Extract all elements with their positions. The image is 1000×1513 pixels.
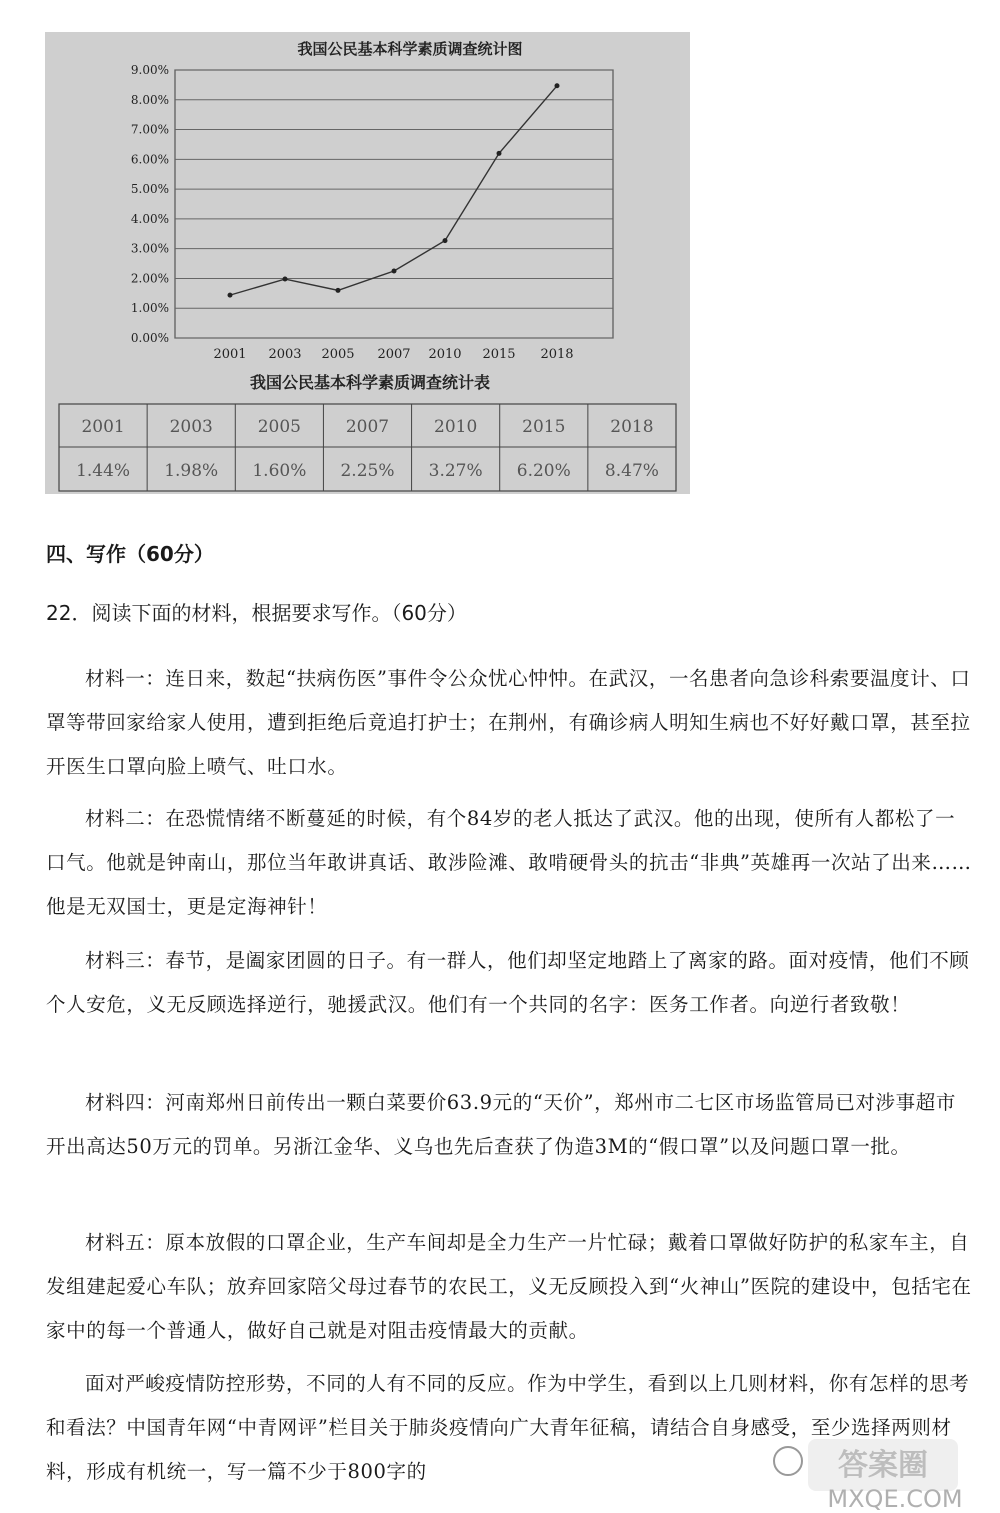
material-4: 材料四：河南郑州日前传出一颗白菜要价63.9元的“天价”，郑州市二七区市场监管局已对涉事超市开出高达50万元的罚单。另浙江金华、义乌也先后查获了伪造3M的“假口罩”以及问题口罩一批。 [46, 1091, 956, 1158]
table-year-cell: 2018 [610, 417, 654, 437]
table-percent-cell: 1.44% [76, 461, 131, 481]
data-point [336, 288, 341, 293]
table-percent-cell: 1.60% [252, 461, 307, 481]
chart-title: 我国公民基本科学素质调查统计图 [297, 40, 523, 58]
line-chart [45, 32, 690, 494]
statistics-figure [45, 32, 690, 494]
table-year-cell: 2003 [169, 417, 213, 437]
watermark-logo [690, 1425, 970, 1513]
table-year-cell: 2005 [257, 417, 301, 437]
table-year-cell: 2015 [522, 417, 566, 437]
x-tick-label: 2007 [377, 347, 411, 362]
y-tick-label: 2.00% [130, 271, 169, 286]
table-percent-cell: 1.98% [164, 461, 219, 481]
data-point [443, 238, 448, 243]
plot-frame [175, 70, 613, 338]
y-tick-label: 6.00% [130, 152, 169, 167]
material-3: 材料三：春节，是阖家团圆的日子。有一群人，他们却坚定地踏上了离家的路。面对疫情，他们不顾个人安危，义无反顾选择逆行，驰援武汉。他们有一个共同的名字：医务工作者。向逆行者致敬！ [46, 949, 970, 1016]
data-point [497, 151, 502, 156]
material-5: 材料五：原本放假的口罩企业，生产车间却是全力生产一片忙碌；戴着口罩做好防护的私家车主，自发组建起爱心车队；放弃回家陪父母过春节的农民工，义无反顾投入到“火神山”医院的建设中，包括宅在家中的每一个普通人，做好自己就是对阻击疫情最大的贡献。 [46, 1231, 972, 1342]
y-tick-label: 5.00% [130, 182, 169, 197]
section-title: 四、写作（60分） [46, 542, 214, 566]
table-percent-cell: 6.20% [516, 461, 571, 481]
y-tick-label: 7.00% [130, 122, 169, 137]
y-tick-label: 9.00% [130, 63, 169, 77]
x-tick-label: 2003 [268, 347, 302, 362]
x-tick-label: 2015 [482, 347, 516, 362]
table-percent-cell: 8.47% [604, 461, 659, 481]
y-tick-label: 3.00% [130, 241, 169, 256]
x-tick-label: 2010 [428, 347, 462, 362]
question-title: 22．阅读下面的材料，根据要求写作。（60分） [46, 601, 467, 625]
writing-prompt: 面对严峻疫情防控形势，不同的人有不同的反应。作为中学生，看到以上几则材料，你有怎样的思考和看法？中国青年网“中青网评”栏目关于肺炎疫情向广大青年征稿，请结合自身感受，至少选择两则材料，形成有机统一，写一篇不少于800字的 [46, 1372, 970, 1483]
y-tick-label: 4.00% [130, 211, 169, 226]
x-tick-label: 2001 [213, 347, 247, 362]
table-year-cell: 2010 [434, 417, 478, 437]
material-1: 材料一：连日来，数起“扶病伤医”事件令公众忧心忡忡。在武汉，一名患者向急诊科索要温度计、口罩等带回家给家人使用，遭到拒绝后竟追打护士；在荆州，有确诊病人明知生病也不好好戴口罩，甚至拉开医生口罩向脸上喷气、吐口水。 [46, 667, 971, 778]
data-point [392, 269, 397, 274]
x-tick-label: 2005 [321, 347, 355, 362]
material-2: 材料二：在恐慌情绪不断蔓延的时候，有个84岁的老人抵达了武汉。他的出现，使所有人都松了一口气。他就是钟南山，那位当年敢讲真话、敢涉险滩、敢啃硬骨头的抗击“非典”英雄再一次站了出来……他是无双国士，更是定海神针！ [46, 807, 972, 918]
table-title: 我国公民基本科学素质调查统计表 [249, 373, 491, 392]
data-point [228, 293, 233, 298]
svg-text:答案圈: 答案圈 [838, 1448, 928, 1483]
y-tick-label: 0.00% [130, 331, 169, 345]
table-year-cell: 2001 [81, 417, 125, 437]
series-line [230, 86, 557, 295]
table-year-cell: 2007 [345, 417, 390, 437]
table-percent-cell: 3.27% [428, 461, 483, 481]
data-point [283, 277, 288, 282]
table-percent-cell: 2.25% [340, 461, 395, 481]
data-point [555, 83, 560, 88]
x-tick-label: 2018 [540, 347, 574, 362]
y-tick-label: 1.00% [130, 301, 169, 316]
svg-text:MXQE.COM: MXQE.COM [827, 1485, 963, 1513]
y-tick-label: 8.00% [130, 92, 169, 107]
statistics-table [59, 404, 676, 491]
